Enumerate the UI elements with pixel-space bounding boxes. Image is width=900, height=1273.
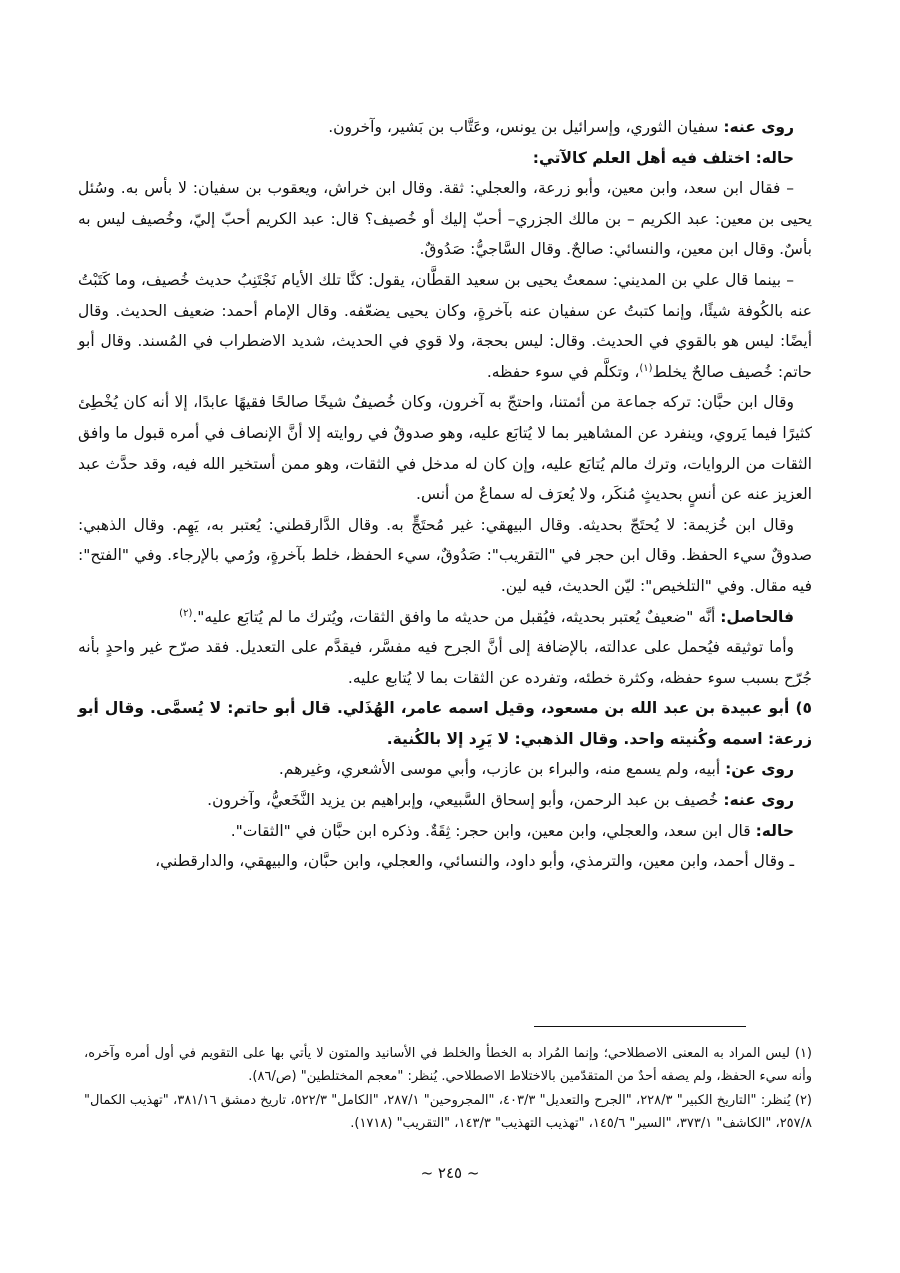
footnotes bbox=[84, 1042, 812, 1135]
status-abu-ubayda bbox=[78, 816, 812, 847]
conclusion-text: أنَّه "ضعيفٌ يُعتبر بحديثه، فيُقبل من حديثه ما وافق الثقات، ويُترك ما لم يُتابَع عليه". bbox=[192, 607, 721, 626]
label-narrated-from-him-2: روى عنه: bbox=[723, 791, 794, 810]
criticism-text-b: ، وتكلَّم في سوء حفظه. bbox=[486, 362, 640, 381]
label-narrated-from: روى عن: bbox=[725, 760, 794, 779]
paragraph-tawthiq: وأما توثيقه فيُحمل على عدالته، بالإضافة إلى أنَّ الجرح فيه مفسَّر، فيقدَّم على التعديل. فقد صرّح غير واحدٍ بأنه جُرّح بسبب سوء حفظه، وكثرة خطئه، وتفرده عن الثقات بما لا يُتابع عليه. bbox=[78, 638, 812, 687]
paragraph-continued: ـ وقال أحمد، وابن معين، والترمذي، وأبو داود، والنسائي، والعجلي، وابن حبَّان، والبيهقي، والدارقطني، bbox=[155, 852, 794, 871]
narrators-from-abu-ubayda bbox=[78, 785, 812, 816]
narrators-from-him bbox=[78, 112, 812, 143]
footnote-2: (٢) يُنظر: "التاريخ الكبير" ٢٢٨/٣، "الجرح والتعديل" ٤٠٣/٣، "المجروحين" ٢٨٧/١، "الكامل" ٥٢٢/٣، تاريخ دمشق ٣٨١/١٦، "تهذيب الكمال" ٢٥٧/٨، "الكاشف" ٣٧٣/١، "السير" ١٤٥/٦، "تهذيب التهذيب" ١٤٣/٣، "التقريب" (١٧١٨). bbox=[84, 1092, 812, 1131]
narrated-from bbox=[78, 754, 812, 785]
narrators-list: سفيان الثوري، وإسرائيل بن يونس، وعَتَّاب بن بَشير، وآخرون. bbox=[328, 118, 724, 136]
conclusion-label: فالحاصل: bbox=[720, 607, 794, 626]
narrators-list-2: خُصيف بن عبد الرحمن، وأبو إسحاق السَّبيعي، وإبراهيم بن يزيد النَّخَعيُّ، وآخرون. bbox=[207, 791, 724, 810]
status-label: حاله: bbox=[755, 821, 794, 840]
status-text: قال ابن سعد، والعجلي، وابن معين، وابن حجر: ثِقَةٌ. وذكره ابن حبَّان في "الثقات". bbox=[230, 821, 756, 840]
paragraph-praise: – فقال ابن سعد، وابن معين، وأبو زرعة، والعجلي: ثقة. وقال ابن خراش، ويعقوب بن سفيان: لا بأس به. وسُئل يحيى بن معين: عبد الكريم – بن مالك الجزري– أحبّ إليك أو خُصيف؟ قال: عبد الكريم أحبّ إليّ، وخُصيف ليس به بأسٌ. وقال ابن معين، والنسائي: صالحٌ. وقال السَّاجيُّ: صَدُوقٌ. bbox=[78, 179, 812, 259]
label-narrated-from-him: روى عنه: bbox=[723, 118, 794, 136]
main-text bbox=[78, 112, 812, 877]
paragraph-criticism bbox=[78, 265, 812, 387]
footnote-separator bbox=[534, 1026, 746, 1027]
paragraph-ibn-khuzaima: وقال ابن خُزيمة: لا يُحتَجّ بحديثه. وقال البيهقي: غير مُحتَجٍّ به. وقال الدَّارقطني: يُعتبر به، يَهِم. وقال الذهبي: صدوقٌ سيء الحفظ. وقال ابن حجر في "التقريب": صَدُوقٌ، سيء الحفظ، خلط بآخرةٍ، ورُمي بالإرجاء. وفي "الفتح": فيه مقال. وفي "التلخيص": ليّن الحديث، فيه لين. bbox=[78, 515, 812, 595]
footnote-1: (١) ليس المراد به المعنى الاصطلاحي؛ وإنما المُراد به الخطأ والخلط في الأسانيد والمتون لا يأتي بها على التقويم في أول أمره وآخره، وأنه سيء الحفظ، ولم يصفه أحدٌ من المتقدّمين بالاختلاط الاصطلاحي. يُنظر: "معجم المختلطين" (ص/٨٦). bbox=[84, 1046, 812, 1085]
page-number: ~ ٢٤٥ ~ bbox=[420, 1164, 480, 1182]
status-heading-text: حاله: اختلف فيه أهل العلم كالآتي: bbox=[532, 148, 794, 167]
footnote-ref-1[interactable]: (١) bbox=[639, 362, 653, 374]
footnote-ref-2[interactable]: (٢) bbox=[179, 607, 193, 619]
status-heading bbox=[78, 143, 812, 174]
paragraph-conclusion bbox=[78, 602, 812, 633]
narrated-from-list: أبيه، ولم يسمع منه، والبراء بن عازب، وأبي موسى الأشعري، وغيرهم. bbox=[278, 760, 726, 779]
paragraph-ibn-hibban: وقال ابن حبَّان: تركه جماعة من أئمتنا، واحتجّ به آخرون، وكان خُصيفٌ شيخًا صالحًا فقيهًا عابدًا، إلا أنه كان يُخْطِئ كثيرًا فيما يَروي، وينفرد عن المشاهير بما لا يُتابَع عليه، وهو صدوقٌ في روايته إلا أنَّ الإنصاف في أمره قبول ما وافق الثقات من الروايات، وترك مالم يُتابَع عليه، وإن كان له مدخل في الثقات، وهو ممن أستخير الله فيه، وقد حدَّث عبد العزيز عنه عن أنسٍ بحديثٍ مُنكَر، ولا يُعرَف له سماعٌ من أنس. bbox=[78, 393, 812, 504]
narrator-heading-abu-ubayda: ٥) أبو عبيدة بن عبد الله بن مسعود، وقيل اسمه عامر، الهُذَلي. قال أبو حاتم: لا يُسمَّى. وقال أبو زرعة: اسمه وكُنيته واحد. وقال الذهبي: لا يَرِد إلا بالكُنية. bbox=[78, 699, 812, 748]
criticism-text-a: – بينما قال علي بن المديني: سمعتُ يحيى بن سعيد القطَّان، يقول: كنَّا تلك الأيام نَجْتَنِبُ حديث خُصيف، وما كَتَبْتُ عنه بالكُوفة شيئًا، وإنما كتبتُ عن سفيان عنه بآخرةٍ، وكان يحيى يضعّفه. وقال الإمام أحمد: ضعيف الحديث. وقال أيضًا: ليس هو بالقوي في الحديث. وقال: ليس بحجة، ولا قوي في الحديث، شديد الاضطراب في المُسند. وقال أبو حاتم: خُصيف صالحٌ يخلط bbox=[78, 270, 812, 381]
